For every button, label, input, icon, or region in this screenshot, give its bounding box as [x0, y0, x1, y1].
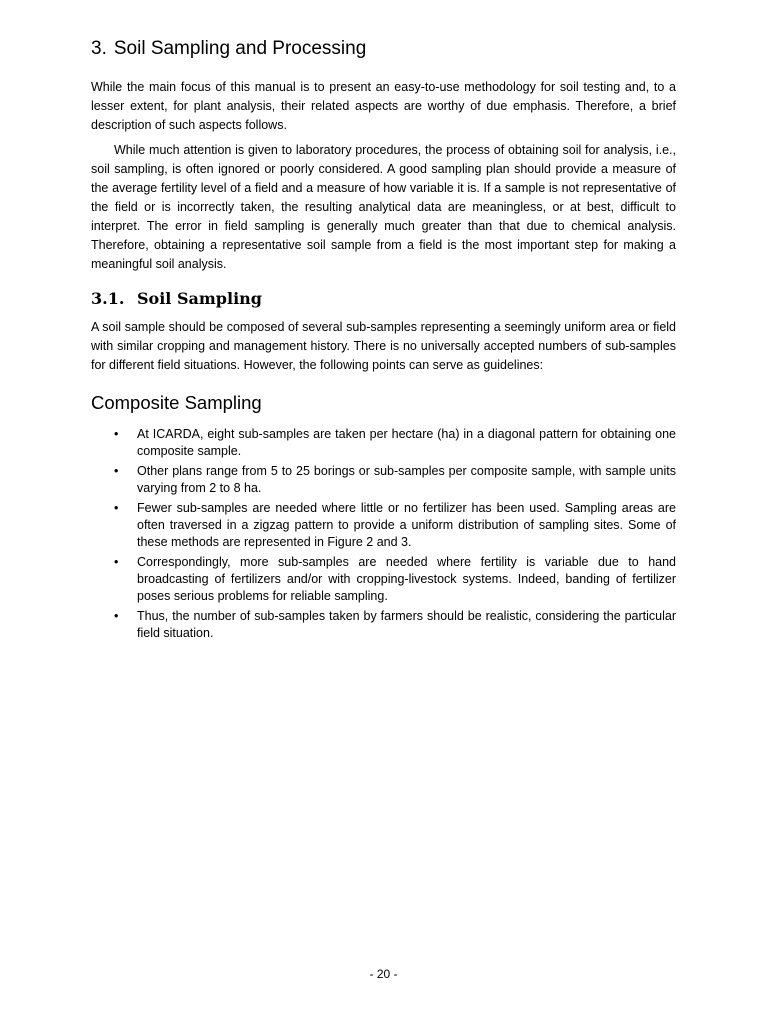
list-item — [91, 608, 676, 642]
list-item — [91, 554, 676, 605]
subsection-title: Soil Sampling — [137, 289, 262, 308]
section-number: 3. — [91, 38, 107, 59]
intro-paragraph: While the main focus of this manual is to present an easy-to-use methodology for soil testing and, to a lesser extent, for plant analysis, their related aspects are worthy of due emphasis. Therefore, a brief description of such aspects follows. — [91, 80, 676, 132]
attention-paragraph: While much attention is given to laboratory procedures, the process of obtaining soil for analysis, i.e., soil sampling, is often ignored or poorly considered. A good sampling plan should provide a measure of the average fertility level of a field and a measure of how variable it is. If a sample is not representative of the field or is incorrectly taken, the resulting analytical data are meaningless, or at best, difficult to interpret. The error in field sampling is generally much greater than that due to chemical analysis. Therefore, obtaining a representative soil sample from a field is the most important step for making a meaningful soil analysis. — [91, 143, 676, 271]
list-item-text: Fewer sub-samples are needed where little or no fertilizer has been used. Sampling areas are often traversed in a zigzag pattern to provide a uniform distribution of sampling sites. Some of these methods are represented in Figure 2 and 3. — [137, 501, 676, 549]
subsection-heading — [91, 288, 262, 310]
list-item-text: Thus, the number of sub-samples taken by farmers should be realistic, considering the particular field situation. — [137, 609, 676, 640]
page-number: - 20 - — [369, 967, 398, 981]
list-item — [91, 426, 676, 460]
guideline-list — [91, 426, 676, 645]
document-page — [91, 0, 676, 1024]
section-title: Soil Sampling and Processing — [113, 38, 367, 59]
bullet-icon: • — [114, 464, 119, 478]
subsection-number: 3.1. — [91, 289, 125, 308]
subsection-paragraph: A soil sample should be composed of several sub-samples representing a seemingly uniform area or field with similar cropping and management history. There is no universally accepted numbers of sub-samples for different field situations. However, the following points can serve as guidelines: — [91, 320, 676, 372]
list-item-text: Other plans range from 5 to 25 borings or sub-samples per composite sample, with sample units varying from 2 to 8 ha. — [137, 464, 676, 495]
section-heading — [91, 37, 366, 61]
list-item-text: At ICARDA, eight sub-samples are taken per hectare (ha) in a diagonal pattern for obtaining one composite sample. — [137, 427, 676, 458]
list-item-text: Correspondingly, more sub-samples are needed where fertility is variable due to hand broadcasting of fertilizers and/or with cropping-livestock systems. Indeed, banding of fertilizer poses serious problems for reliable sampling. — [137, 555, 676, 603]
bullet-icon: • — [114, 501, 119, 515]
composite-sampling-heading: Composite Sampling — [91, 392, 262, 413]
list-item — [91, 500, 676, 551]
bullet-icon: • — [114, 609, 119, 623]
list-item — [91, 463, 676, 497]
bullet-icon: • — [114, 555, 119, 569]
bullet-icon: • — [114, 427, 119, 441]
